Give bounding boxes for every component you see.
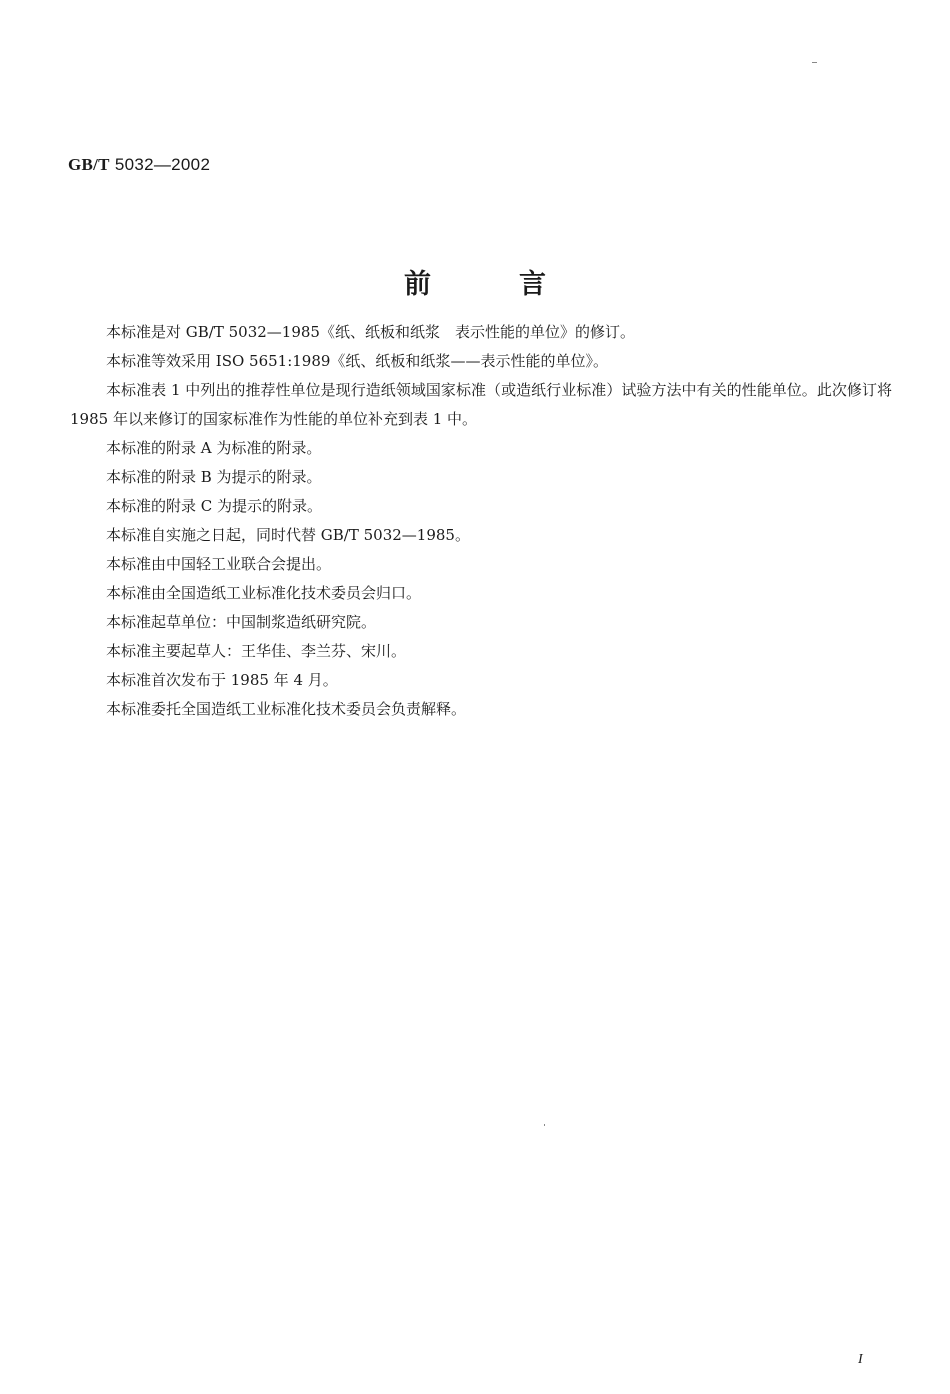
paragraph: 本标准等效采用 ISO 5651:1989《纸、纸板和纸浆——表示性能的单位》。 <box>106 352 608 370</box>
paragraph: 本标准主要起草人：王华佳、李兰芬、宋川。 <box>106 642 407 660</box>
paragraph: 本标准是对 GB/T 5032—1985《纸、纸板和纸浆 表示性能的单位》的修订。 <box>106 323 635 341</box>
document-code-number: 5032—2002 <box>114 155 211 174</box>
paragraph: 本标准表 1 中列出的推荐性单位是现行造纸领域国家标准（或造纸行业标准）试验方法中有关的性能单位。此次修订将 1985 年以来修订的国家标准作为性能的单位补充到表 1 中。 <box>70 381 892 428</box>
page-title: 前言 <box>404 269 634 300</box>
page-number: I <box>858 1352 863 1367</box>
paragraph: 本标准自实施之日起，同时代替 GB/T 5032—1985。 <box>106 526 470 544</box>
paragraph: 本标准由中国轻工业联合会提出。 <box>106 555 332 573</box>
scan-speck <box>812 62 817 63</box>
paragraph: 本标准由全国造纸工业标准化技术委员会归口。 <box>106 584 422 602</box>
document-code <box>68 155 210 175</box>
paragraph: 本标准的附录 A 为标准的附录。 <box>106 439 322 457</box>
foreword-body <box>70 318 892 724</box>
document-code-prefix: GB/T <box>68 155 110 174</box>
scan-speck <box>544 1124 545 1126</box>
paragraph: 本标准首次发布于 1985 年 4 月。 <box>106 671 338 689</box>
paragraph: 本标准起草单位：中国制浆造纸研究院。 <box>106 613 377 631</box>
paragraph: 本标准委托全国造纸工业标准化技术委员会负责解释。 <box>106 700 467 718</box>
paragraph: 本标准的附录 C 为提示的附录。 <box>106 497 323 515</box>
paragraph: 本标准的附录 B 为提示的附录。 <box>106 468 322 486</box>
